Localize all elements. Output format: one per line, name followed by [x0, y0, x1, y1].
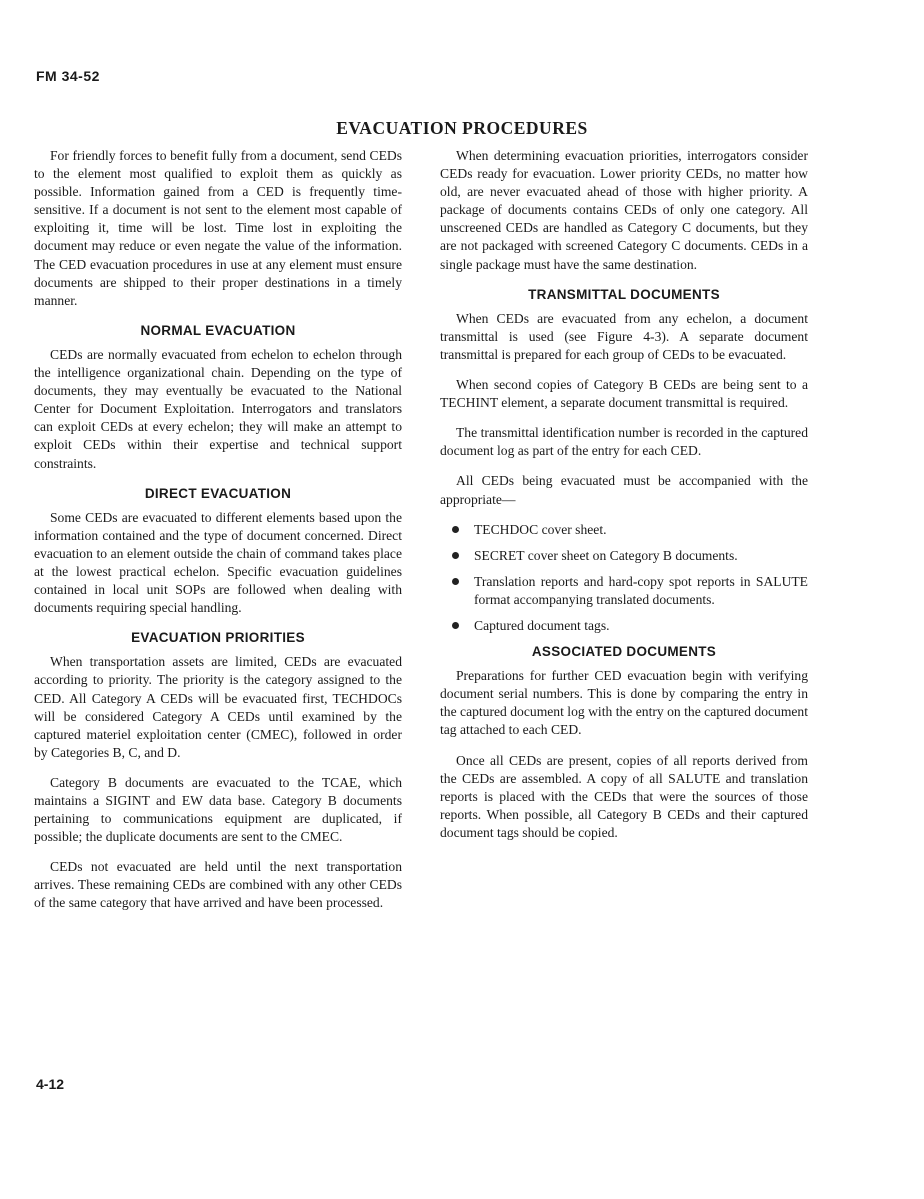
associated-paragraph-1: Preparations for further CED evacuation begin with verifying document serial numbers. This is done by comparing the entry in the captured document log with the entry on the captured document tag attached to each CED.: [440, 668, 808, 738]
section-heading-normal-evacuation: NORMAL EVACUATION: [140, 322, 296, 338]
list-item-text: Translation reports and hard-copy spot reports in SALUTE format accompanying translated documents.: [474, 573, 808, 607]
right-column: [440, 147, 808, 854]
page-number: 4-12: [36, 1076, 65, 1092]
list-item: [440, 521, 808, 539]
list-item-text: Captured document tags.: [474, 617, 610, 633]
normal-evacuation-paragraph: CEDs are normally evacuated from echelon to echelon through the intelligence organizational chain. Depending on the type of documents, they may eventually be evacuated to the National Center for Document Exploitation. Interrogators and translators can exploit CEDs at every echelon; they will make an attempt to exploit CEDs within their expertise and technical support constraints.: [34, 346, 402, 471]
list-item: [440, 547, 808, 565]
priorities-paragraph-1: When transportation assets are limited, CEDs are evacuated according to priority. The priority is the category assigned to the CED. All Category A CEDs will be evacuated first, TECHDOCs will be considered Category A CEDs until examined by the captured materiel exploitation center (CMEC), followed in order by Categories B, C, and D.: [34, 654, 402, 760]
list-item: [440, 617, 808, 635]
page-title: EVACUATION PROCEDURES: [336, 118, 588, 138]
priorities-paragraph-2: Category B documents are evacuated to the TCAE, which maintains a SIGINT and EW data base. Category B documents pertaining to communications equipment are duplicated, if possible; the duplicate documents are sent to the CMEC.: [34, 774, 402, 845]
bullet-icon: [452, 552, 459, 559]
transmittal-paragraph-4: All CEDs being evacuated must be accompanied with the appropriate—: [440, 473, 808, 507]
section-heading-direct-evacuation: DIRECT EVACUATION: [144, 485, 292, 501]
priorities-paragraph-3: CEDs not evacuated are held until the next transportation arrives. These remaining CEDs are combined with any other CEDs of the same category that have arrived and have been processed.: [34, 859, 402, 911]
associated-paragraph-2: Once all CEDs are present, copies of all reports derived from the CEDs are assembled. A copy of all SALUTE and translation reports is placed with the CEDs that were the sources of those reports. When possible, all Category B CEDs and their captured document tags should be copied.: [440, 752, 808, 840]
direct-evacuation-paragraph: Some CEDs are evacuated to different elements based upon the information contained and the type of document concerned. Direct evacuation to an element outside the chain of command takes place at the lowest practical echelon. Specific evacuation guidelines contained in local unit SOPs are followed when dealing with documents requiring special handling.: [34, 509, 402, 616]
bullet-icon: [452, 578, 459, 585]
section-heading-associated-documents: ASSOCIATED DOCUMENTS: [531, 644, 717, 660]
priorities-paragraph-4: When determining evacuation priorities, interrogators consider CEDs ready for evacuation. Lower priority CEDs, no matter how old, are never evacuated ahead of those with higher priority. A package of documents contains CEDs of only one category. All unscreened CEDs are handled as Category C documents, but they are not packaged with screened Category C documents. CEDs in a single package must have the same destination.: [440, 148, 808, 272]
bullet-icon: [452, 526, 459, 533]
intro-paragraph: For friendly forces to benefit fully from a document, send CEDs to the element most qualified to exploit them as quickly as possible. Information gained from a CED is frequently time-sensitive. If a document is not sent to the element most capable of exploiting it, time will be lost. Time lost in exploiting the document may reduce or even negate the value of the information. The CED evacuation procedures in use at any element must ensure documents are shipped to their proper destinations in a timely manner.: [34, 148, 402, 308]
list-item-text: SECRET cover sheet on Category B documents.: [474, 547, 738, 563]
bullet-icon: [452, 622, 459, 629]
section-heading-transmittal-documents: TRANSMITTAL DOCUMENTS: [528, 286, 720, 302]
transmittal-paragraph-3: The transmittal identification number is recorded in the captured document log as part of the entry for each CED.: [440, 425, 808, 459]
list-item: [440, 573, 808, 609]
accompaniment-list: [440, 521, 808, 635]
list-item-text: TECHDOC cover sheet.: [474, 521, 607, 537]
field-manual-code: FM 34-52: [36, 68, 100, 84]
transmittal-paragraph-1: When CEDs are evacuated from any echelon, a document transmittal is used (see Figure 4-3). A separate document transmittal is prepared for each group of CEDs to be evacuated.: [440, 310, 808, 362]
transmittal-paragraph-2: When second copies of Category B CEDs are being sent to a TECHINT element, a separate document transmittal is required.: [440, 377, 808, 411]
left-column: [34, 147, 402, 925]
section-heading-evacuation-priorities: EVACUATION PRIORITIES: [131, 630, 305, 646]
